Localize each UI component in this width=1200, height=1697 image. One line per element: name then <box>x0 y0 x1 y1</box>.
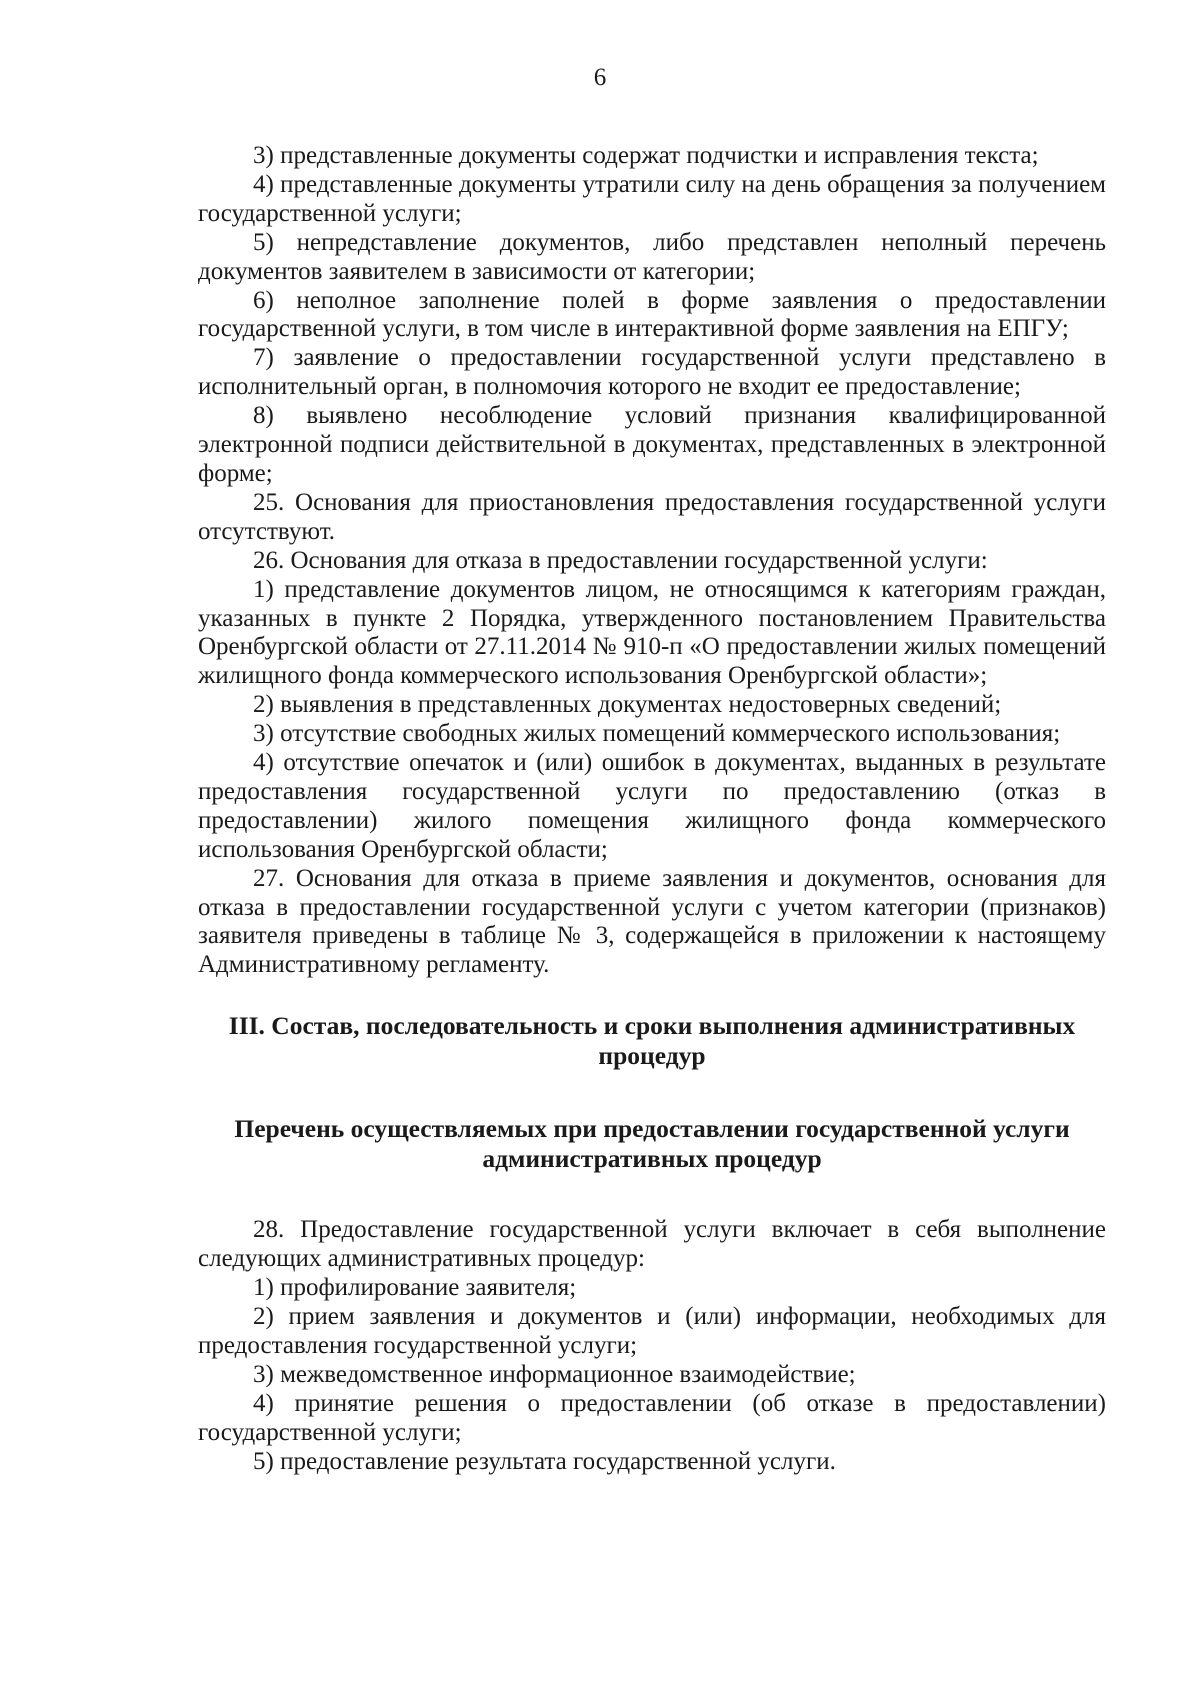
paragraph-item-7-wrong-authority: 7) заявление о предоставлении государственной услуги представлено в исполнительный орган, в полномочия которого не входит ее предоставление; <box>198 344 1106 401</box>
procedure-item-5: 5) предоставление результата государственной услуги. <box>253 1447 836 1475</box>
paragraph-clause-25: 25. Основания для приостановления предоставления государственной услуги отсутствуют. <box>198 488 1106 545</box>
procedure-item-4: 4) принятие решения о предоставлении (об отказе в предоставлении) государственной услуги; <box>198 1389 1106 1446</box>
paragraph-item-6-incomplete-form: 6) неполное заполнение полей в форме заявления о предоставлении государственной услуги, в том числе в интерактивной форме заявления на ЕПГУ; <box>198 286 1106 343</box>
procedure-item-3: 3) межведомственное информационное взаимодействие; <box>253 1360 856 1388</box>
subsection-heading: Перечень осуществляемых при предоставлении государственной услуги административных процедур <box>234 1114 1070 1174</box>
procedure-item-2: 2) прием заявления и документов и (или) информации, необходимых для предоставления государственной услуги; <box>198 1303 1106 1359</box>
paragraph-clause-28: 28. Предоставление государственной услуги включает в себя выполнение следующих административных процедур: <box>198 1216 1106 1273</box>
paragraph-refusal-4-no-errors: 4) отсутствие опечаток и (или) ошибок в документах, выданных в результате предоставления государственной услуги по предоставлению (отказ в предоставлении) жилого помещения жилищного фонда коммерческого использования Оренбургской области; <box>198 749 1106 863</box>
paragraph-refusal-3-no-housing: 3) отсутствие свободных жилых помещений коммерческого использования; <box>253 720 1061 748</box>
paragraph-item-3-cleanups: 3) представленные документы содержат подчистки и исправления текста; <box>253 142 1039 169</box>
procedure-item-1: 1) профилирование заявителя; <box>253 1274 577 1302</box>
paragraph-refusal-1-category: 1) представление документов лицом, не относящимся к категориям граждан, указанных в пункте 2 Порядка, утвержденного постановлением Правительства Оренбургской области от 27.11.2014 № 910-п «О предоставлении жилых помещений жилищного фонда коммерческого использования Оренбургской области»; <box>198 575 1106 690</box>
paragraph-clause-26: 26. Основания для отказа в предоставлении государственной услуги: <box>253 546 988 574</box>
paragraph-item-8-invalid-signature: 8) выявлено несоблюдение условий признания квалифицированной электронной подписи действительной в документах, представленных в электронной форме; <box>198 402 1106 487</box>
paragraph-refusal-2-false-info: 2) выявления в представленных документах недостоверных сведений; <box>253 691 1002 719</box>
paragraph-item-4-expired-documents: 4) представленные документы утратили силу на день обращения за получением государственной услуги; <box>198 170 1106 227</box>
paragraph-clause-27: 27. Основания для отказа в приеме заявления и документов, основания для отказа в предоставлении государственной услуги с учетом категории (признаков) заявителя приведены в таблице № 3, содержащейся в приложении к настоящему Административному регламенту. <box>198 864 1106 979</box>
section-heading: III. Состав, последовательность и сроки выполнения административных процедур <box>228 1011 1076 1071</box>
paragraph-item-5-incomplete-documents: 5) непредставление документов, либо представлен неполный перечень документов заявителем в зависимости от категории; <box>198 228 1106 285</box>
document-body <box>198 142 1106 1476</box>
page-number: 6 <box>593 64 607 91</box>
